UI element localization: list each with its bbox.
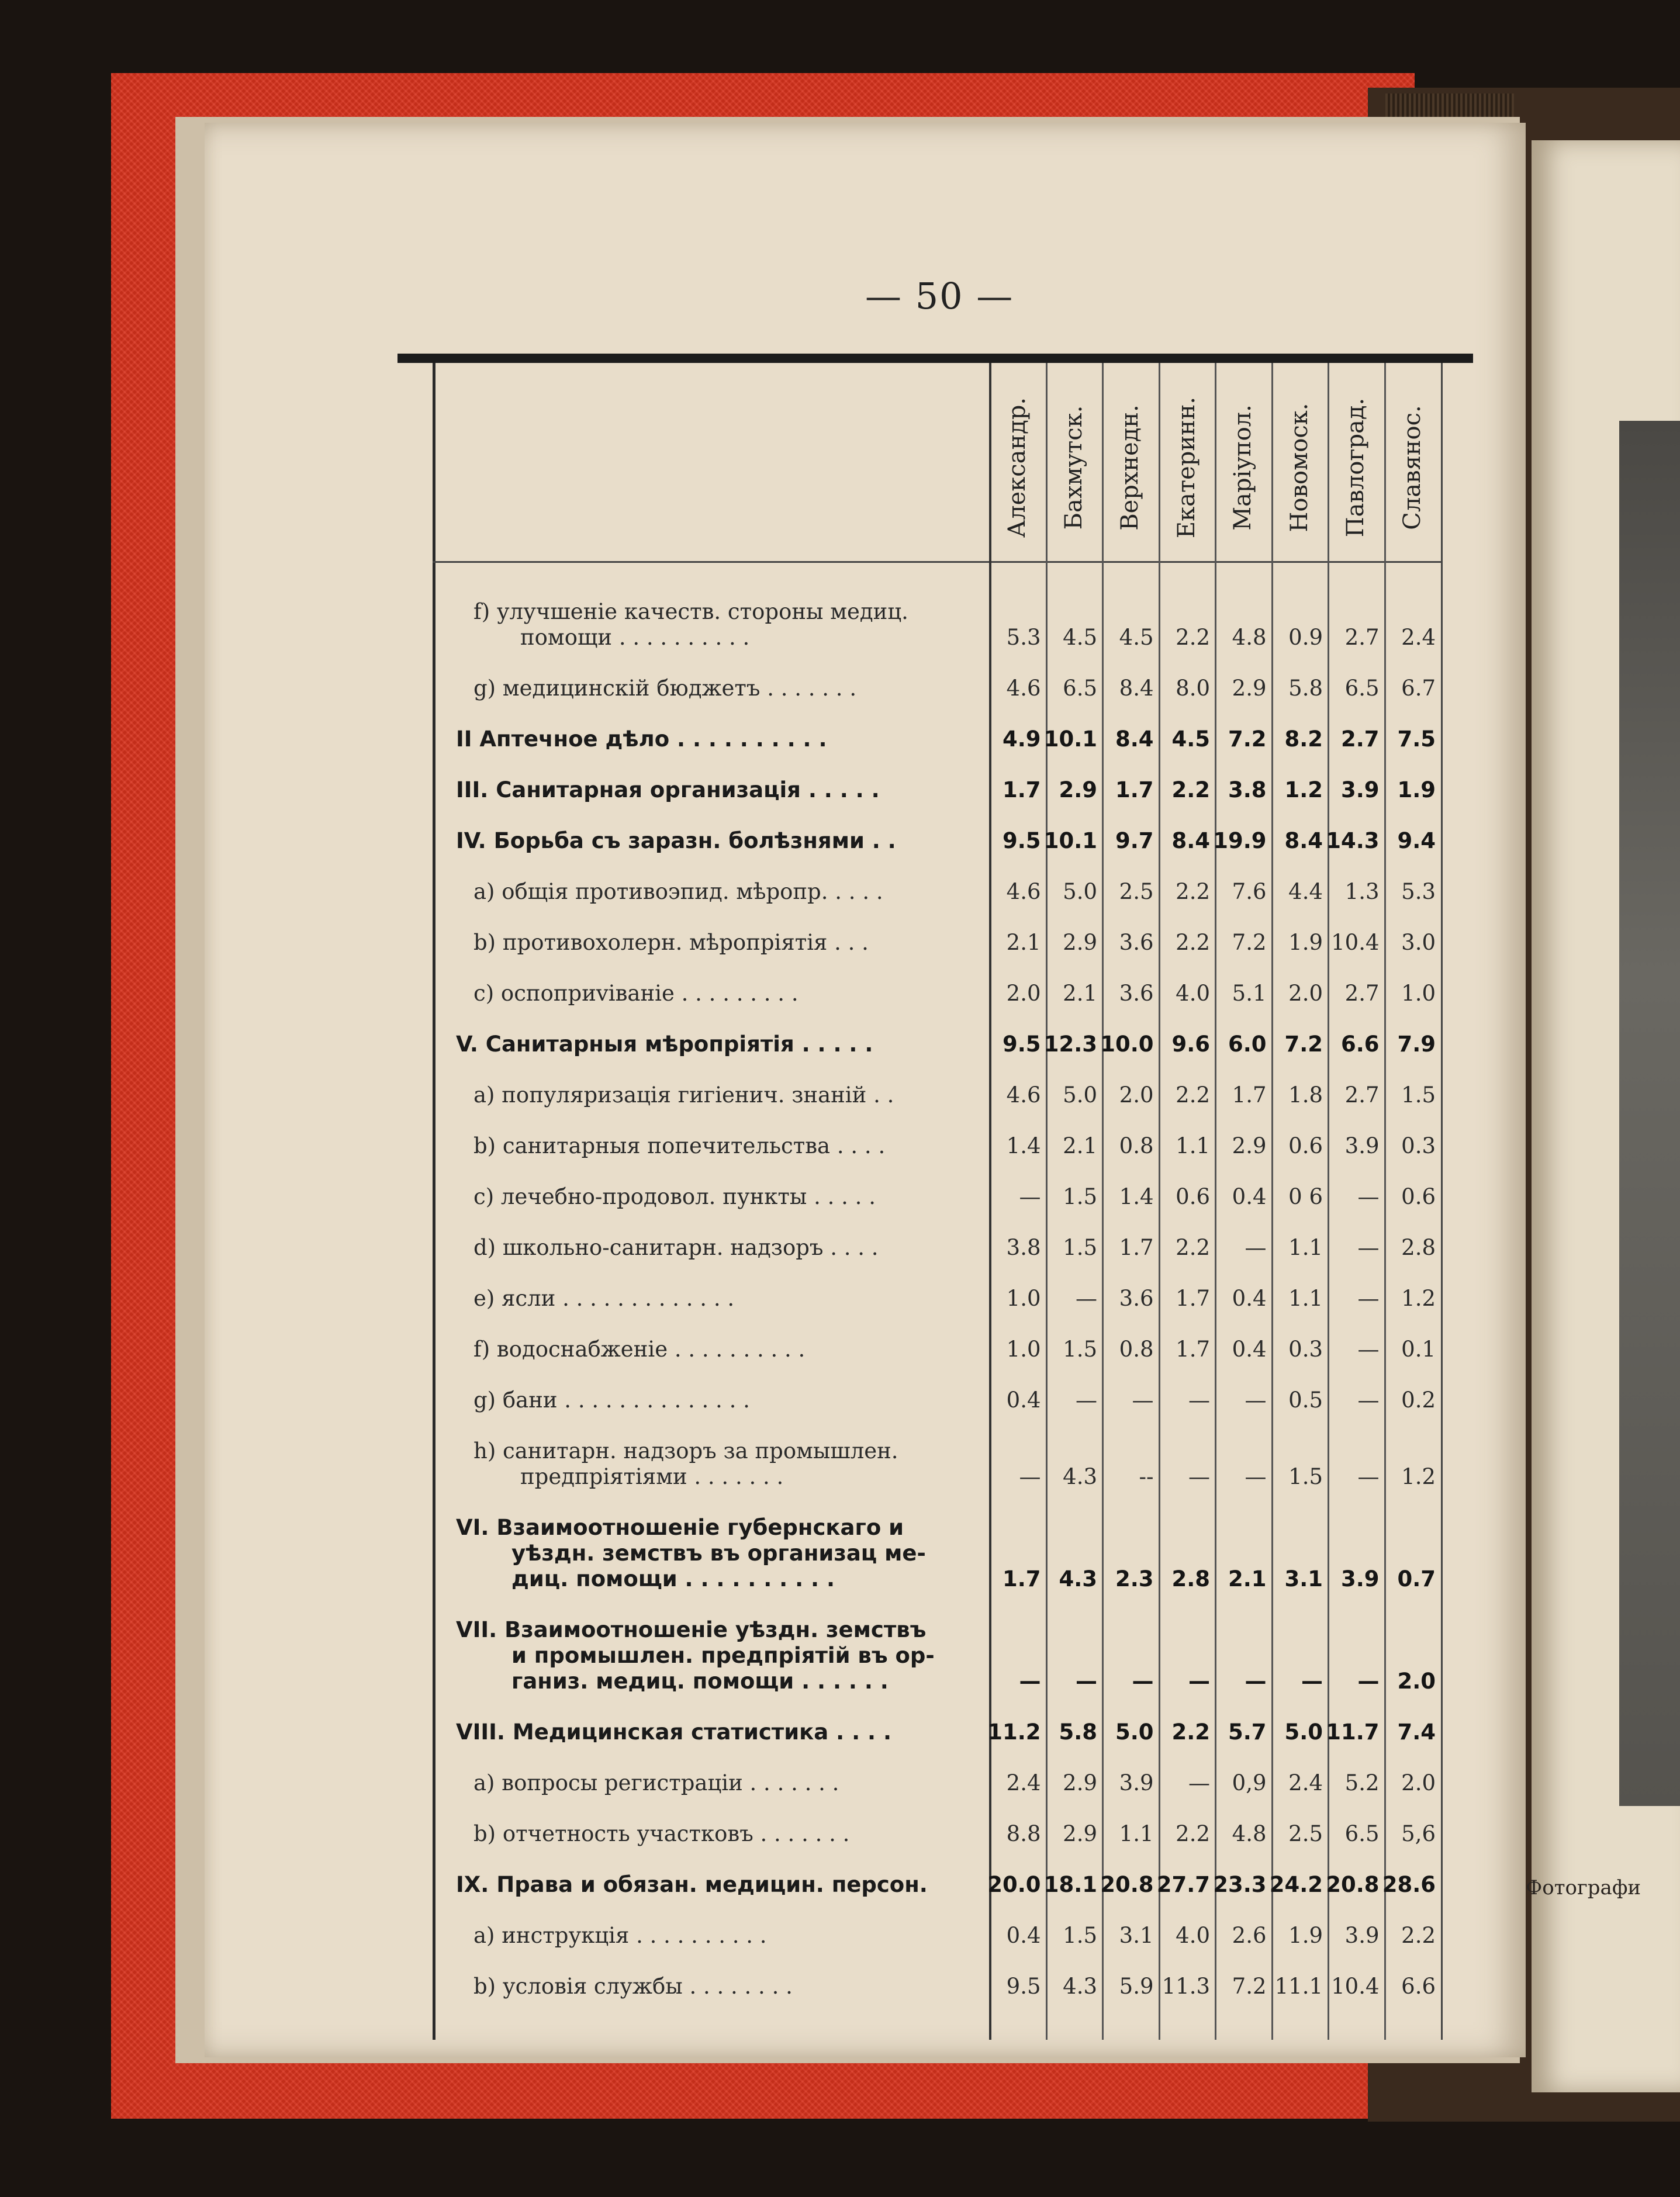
table-cell: 1.5 — [1401, 1082, 1436, 1108]
table-cell: 5.9 — [1119, 1974, 1154, 1999]
row-label-line: ганиз. медиц. помощи . . . . . . — [511, 1669, 889, 1694]
table-cell: 2.4 — [1401, 625, 1436, 650]
table-cell: 3.6 — [1119, 981, 1154, 1006]
row-label — [473, 1286, 734, 1312]
header-rule — [433, 561, 1443, 563]
column-header-label: Верхнедн. — [1116, 404, 1144, 531]
table-cell: 0.4 — [1232, 1286, 1267, 1311]
table-cell: 2.9 — [1059, 777, 1097, 802]
table-cell: 2.0 — [1397, 1669, 1436, 1694]
row-label-line: диц. помощи . . . . . . . . . . — [511, 1566, 835, 1591]
column-header — [1328, 377, 1384, 558]
table-cell: 5.0 — [1063, 1082, 1097, 1108]
facing-page-caption: Фотографи — [1526, 1876, 1641, 1900]
table-right-rule — [1441, 363, 1443, 2040]
table-cell: 4.4 — [1288, 879, 1323, 904]
table-cell: 9.5 — [1006, 1974, 1041, 1999]
table-cell: 3.8 — [1228, 777, 1267, 802]
table-cell: 28.6 — [1382, 1872, 1436, 1897]
table-cell: 0,9 — [1232, 1770, 1267, 1795]
table-cell: — — [1188, 1669, 1210, 1694]
table-cell: 2.0 — [1401, 1770, 1436, 1795]
table-cell: 20.0 — [987, 1872, 1041, 1897]
table-cell: 3.8 — [1006, 1235, 1041, 1260]
table-cell: 5.0 — [1284, 1719, 1323, 1745]
table-cell: 1.7 — [1002, 1566, 1041, 1591]
table-cell: 5.1 — [1232, 981, 1267, 1006]
table-cell: 2.2 — [1176, 1821, 1210, 1846]
row-label — [473, 981, 798, 1006]
table-cell: 2.1 — [1006, 930, 1041, 955]
section-heading — [456, 777, 880, 803]
row-label-line: и промышлен. предпріятій въ ор- — [511, 1643, 935, 1668]
table-cell: 9.5 — [1002, 828, 1041, 853]
table-cell: — — [1357, 1184, 1380, 1209]
row-label-line: VI. Взаимоотношеніе губернскаго и — [456, 1515, 904, 1540]
table-cell: 7.9 — [1397, 1032, 1436, 1057]
table-cell: 3.9 — [1344, 1923, 1380, 1948]
table-cell: 8.4 — [1115, 726, 1154, 752]
table-cell: 19.9 — [1213, 828, 1267, 853]
table-cell: 2.2 — [1401, 1923, 1436, 1948]
table-cell: 0.4 — [1232, 1337, 1267, 1362]
table-cell: 8.0 — [1176, 676, 1210, 701]
row-label-line: e) ясли . . . . . . . . . . . . . — [473, 1286, 735, 1311]
table-cell: 4.8 — [1232, 625, 1267, 650]
table-cell: — — [1019, 1464, 1041, 1489]
row-label-line: VII. Взаимоотношеніе уѣздн. земствъ — [456, 1617, 927, 1642]
row-label-line: VIII. Медицинская статистика . . . . — [456, 1719, 892, 1745]
table-cell: 2.9 — [1232, 676, 1267, 701]
table-cell: — — [1019, 1184, 1041, 1209]
table-cell: 1.7 — [1115, 777, 1154, 802]
table-cell: 4.9 — [1002, 726, 1041, 752]
table-cell: 2.9 — [1063, 930, 1097, 955]
table-cell: 1.1 — [1288, 1235, 1323, 1260]
table-cell: 1.1 — [1288, 1286, 1323, 1311]
row-label — [473, 1974, 793, 1999]
row-label-line: f) водоснабженіе . . . . . . . . . . — [473, 1337, 806, 1362]
table-cell: 5.3 — [1401, 879, 1436, 904]
table-cell: — — [1076, 1669, 1097, 1694]
table-cell: 2.2 — [1176, 930, 1210, 955]
table-cell: 8.4 — [1119, 676, 1154, 701]
table-cell: 0.3 — [1288, 1337, 1323, 1362]
table-cell: 6.6 — [1340, 1032, 1380, 1057]
table-top-rule — [397, 354, 1473, 363]
column-header-label: Екатеринн. — [1173, 396, 1200, 539]
row-label-line: b) санитарныя попечительства . . . . — [473, 1133, 886, 1158]
table-cell: 2.1 — [1228, 1566, 1267, 1591]
table-cell: 7.6 — [1232, 879, 1267, 904]
table-cell: 8.8 — [1006, 1821, 1041, 1846]
table-cell: 10.4 — [1331, 930, 1380, 955]
table-cell: 2.2 — [1176, 625, 1210, 650]
row-label — [473, 1184, 876, 1210]
table-cell: 1.7 — [1002, 777, 1041, 802]
table-cell: 11.7 — [1326, 1719, 1380, 1745]
table-cell: 1.3 — [1344, 879, 1380, 904]
row-label — [473, 1235, 879, 1261]
table-cell: 1.5 — [1063, 1923, 1097, 1948]
table-cell: 7.5 — [1397, 726, 1436, 752]
row-label-line: V. Санитарныя мѣропріятія . . . . . — [456, 1032, 873, 1057]
table-cell: — — [1245, 1464, 1267, 1489]
page-number: — 50 — — [865, 275, 1014, 317]
table-cell: 4.0 — [1176, 1923, 1210, 1948]
row-label-line: h) санитарн. надзоръ за промышлен. — [473, 1438, 898, 1463]
table-cell: 3.6 — [1119, 1286, 1154, 1311]
table-cell: 3.9 — [1340, 777, 1380, 802]
row-label-line: a) вопросы регистраціи . . . . . . . — [473, 1770, 839, 1795]
row-label — [473, 1770, 839, 1796]
column-header-label: Славянос. — [1398, 405, 1426, 530]
table-cell: 11.2 — [987, 1719, 1041, 1745]
table-cell: 0.3 — [1401, 1133, 1436, 1158]
table-cell: 2.4 — [1288, 1770, 1323, 1795]
table-cell: 6.7 — [1401, 676, 1436, 701]
row-label — [473, 1082, 894, 1108]
table-cell: 9.5 — [1002, 1032, 1041, 1057]
table-cell: 7.2 — [1284, 1032, 1323, 1057]
table-cell: 0.6 — [1401, 1184, 1436, 1209]
table-left-rule — [433, 363, 435, 2040]
row-label-line: b) отчетность участковъ . . . . . . . — [473, 1821, 850, 1846]
table-cell: 3.9 — [1344, 1133, 1380, 1158]
table-cell: — — [1301, 1669, 1323, 1694]
row-label — [473, 1438, 898, 1490]
table-cell: 7.2 — [1232, 930, 1267, 955]
table-cell: 10.0 — [1100, 1032, 1154, 1057]
table-cell: 12.3 — [1043, 1032, 1097, 1057]
table-cell: 1.4 — [1119, 1184, 1154, 1209]
table-cell: 4.3 — [1063, 1464, 1097, 1489]
table-cell: 2.0 — [1006, 981, 1041, 1006]
table-cell: 2.3 — [1115, 1566, 1154, 1591]
table-cell: 4.6 — [1006, 879, 1041, 904]
table-cell: 8.4 — [1284, 828, 1323, 853]
table-cell: 1.2 — [1401, 1464, 1436, 1489]
table-cell: 20.8 — [1326, 1872, 1380, 1897]
row-label — [473, 1133, 885, 1159]
column-header-label: Новомоск. — [1285, 403, 1313, 532]
table-cell: 1.0 — [1006, 1337, 1041, 1362]
row-label-line: f) улучшеніе качеств. стороны медиц. — [473, 599, 908, 624]
row-label-line: a) инструкція . . . . . . . . . . — [473, 1923, 767, 1948]
row-label — [473, 1923, 767, 1949]
column-header — [1215, 377, 1271, 558]
table-cell: — — [1132, 1388, 1154, 1413]
table-cell: 2.2 — [1176, 879, 1210, 904]
table-cell: 2.2 — [1171, 777, 1210, 802]
table-cell: — — [1357, 1235, 1380, 1260]
section-heading — [456, 1617, 935, 1694]
section-heading — [456, 1515, 926, 1592]
row-label-line: c) лечебно-продовол. пункты . . . . . — [473, 1184, 876, 1209]
table-cell: 2.7 — [1344, 981, 1380, 1006]
table-cell: 1.1 — [1119, 1821, 1154, 1846]
table-cell: 0.2 — [1401, 1388, 1436, 1413]
table-cell: 0.8 — [1119, 1337, 1154, 1362]
table-cell: 0.9 — [1288, 625, 1323, 650]
table-cell: 1.4 — [1006, 1133, 1041, 1158]
section-heading — [456, 1872, 928, 1898]
column-header — [989, 377, 1046, 558]
row-label-line: b) противохолерн. мѣропріятія . . . — [473, 930, 869, 955]
table-cell: 0.4 — [1006, 1923, 1041, 1948]
table-cell: 1.1 — [1176, 1133, 1210, 1158]
table-cell: 0.4 — [1232, 1184, 1267, 1209]
table-cell: 2.5 — [1119, 879, 1154, 904]
table-cell: 0.8 — [1119, 1133, 1154, 1158]
table-cell: 10.1 — [1043, 828, 1097, 853]
table-cell: 5.8 — [1059, 1719, 1097, 1745]
table-cell: 6.0 — [1228, 1032, 1267, 1057]
row-label — [473, 1388, 750, 1413]
row-label-line: предпріятіями . . . . . . . — [520, 1464, 784, 1489]
table-cell: 2.5 — [1288, 1821, 1323, 1846]
table-cell: 1.9 — [1288, 1923, 1323, 1948]
table-cell: 4.8 — [1232, 1821, 1267, 1846]
row-label-line: g) медицинскій бюджетъ . . . . . . . — [473, 676, 857, 701]
table-cell: 7.2 — [1232, 1974, 1267, 1999]
table-cell: 2.2 — [1176, 1235, 1210, 1260]
table-cell: 6.5 — [1063, 676, 1097, 701]
table-cell: 1.5 — [1063, 1235, 1097, 1260]
table-cell: 3.9 — [1340, 1566, 1380, 1591]
table-cell: 4.5 — [1171, 726, 1210, 752]
column-header-label: Бахмутск. — [1060, 405, 1087, 530]
facing-page-photo — [1619, 421, 1680, 1806]
table-cell: 2.0 — [1119, 1082, 1154, 1108]
row-label-line: II Аптечное дѣло . . . . . . . . . . — [456, 726, 827, 752]
table-cell: 2.7 — [1340, 726, 1380, 752]
row-label-line: g) бани . . . . . . . . . . . . . . — [473, 1388, 750, 1413]
table-cell: 1.7 — [1232, 1082, 1267, 1108]
table-cell: 4.5 — [1063, 625, 1097, 650]
table-cell: 1.7 — [1176, 1337, 1210, 1362]
column-header — [1102, 377, 1159, 558]
row-label-line: уѣздн. земствъ въ организац ме- — [511, 1541, 926, 1566]
table-cell: 4.3 — [1059, 1566, 1097, 1591]
row-label-line: b) условія службы . . . . . . . . — [473, 1974, 793, 1999]
table-cell: 4.6 — [1006, 1082, 1041, 1108]
table-cell: — — [1132, 1669, 1154, 1694]
table-cell: 9.7 — [1115, 828, 1154, 853]
row-label — [473, 676, 856, 701]
table-cell: 2.2 — [1171, 1719, 1210, 1745]
table-cell: 3.1 — [1119, 1923, 1154, 1948]
table-cell: 1.2 — [1401, 1286, 1436, 1311]
row-label-line: a) общія противоэпид. мѣропр. . . . . — [473, 879, 883, 904]
table-cell: 2.8 — [1171, 1566, 1210, 1591]
table-cell: 1.7 — [1119, 1235, 1154, 1260]
table-cell: — — [1245, 1669, 1267, 1694]
table-cell: 5.0 — [1063, 879, 1097, 904]
table-cell: — — [1357, 1388, 1380, 1413]
table-cell: 1.9 — [1288, 930, 1323, 955]
table-cell: 14.3 — [1326, 828, 1380, 853]
table-cell: 8.4 — [1171, 828, 1210, 853]
section-heading — [456, 1719, 891, 1745]
table-cell: 3.6 — [1119, 930, 1154, 955]
row-label — [473, 879, 883, 905]
section-heading — [456, 1032, 873, 1057]
table-cell: 2.7 — [1344, 625, 1380, 650]
table-cell: 5.0 — [1115, 1719, 1154, 1745]
table-cell: 23.3 — [1213, 1872, 1267, 1897]
row-label — [473, 930, 869, 956]
row-label-line: IV. Борьба съ заразн. болѣзнями . . — [456, 828, 896, 853]
table-cell: 6.6 — [1401, 1974, 1436, 1999]
table-cell: 0.5 — [1288, 1388, 1323, 1413]
table-cell: — — [1245, 1235, 1267, 1260]
table-cell: — — [1019, 1669, 1041, 1694]
section-heading — [456, 726, 827, 752]
table-cell: 2.2 — [1176, 1082, 1210, 1108]
table-cell: 0.6 — [1288, 1133, 1323, 1158]
table-cell: 4.6 — [1006, 676, 1041, 701]
table-cell: 4.5 — [1119, 625, 1154, 650]
table-cell: — — [1076, 1388, 1097, 1413]
table-cell: 0.6 — [1176, 1184, 1210, 1209]
table-cell: — — [1357, 1464, 1380, 1489]
table-cell: — — [1357, 1669, 1380, 1694]
table-cell: 1.9 — [1397, 777, 1436, 802]
table-cell: 3.9 — [1119, 1770, 1154, 1795]
row-label — [473, 599, 908, 651]
column-header-label: Павлоград. — [1342, 397, 1370, 538]
table-cell: 6.5 — [1344, 1821, 1380, 1846]
table-cell: 8.2 — [1284, 726, 1323, 752]
table-cell: 3.0 — [1401, 930, 1436, 955]
table-cell: 10.4 — [1331, 1974, 1380, 1999]
table-cell: 1.0 — [1006, 1286, 1041, 1311]
column-header-label: Александр. — [1004, 397, 1031, 538]
table-cell: 5.7 — [1228, 1719, 1267, 1745]
table-cell: 1.7 — [1176, 1286, 1210, 1311]
table-cell: 24.2 — [1269, 1872, 1323, 1897]
row-label-line: d) школьно-санитарн. надзоръ . . . . — [473, 1235, 879, 1260]
table-cell: — — [1076, 1286, 1097, 1311]
column-header — [1384, 377, 1441, 558]
column-header — [1271, 377, 1328, 558]
table-cell: 3.1 — [1284, 1566, 1323, 1591]
table-cell: 9.6 — [1171, 1032, 1210, 1057]
table-cell: — — [1188, 1464, 1210, 1489]
table-cell: 2.6 — [1232, 1923, 1267, 1948]
table-cell: 0.1 — [1401, 1337, 1436, 1362]
table-cell: -- — [1139, 1464, 1154, 1489]
row-label-line: a) популяризація гигіенич. знаній . . — [473, 1082, 894, 1108]
row-label — [473, 1821, 849, 1847]
table-cell: 2.9 — [1063, 1821, 1097, 1846]
table-cell: 2.1 — [1063, 1133, 1097, 1158]
table-cell: 1.2 — [1284, 777, 1323, 802]
column-header — [1046, 377, 1102, 558]
table-cell: 2.9 — [1063, 1770, 1097, 1795]
column-header — [1159, 377, 1215, 558]
table-cell: 1.5 — [1288, 1464, 1323, 1489]
table-cell: 2.9 — [1232, 1133, 1267, 1158]
table-cell: 2.8 — [1401, 1235, 1436, 1260]
section-heading — [456, 828, 896, 854]
table-cell: 2.0 — [1288, 981, 1323, 1006]
statistics-table — [397, 354, 1473, 2040]
table-cell: 5.3 — [1006, 625, 1041, 650]
row-label — [473, 1337, 805, 1362]
table-cell: 9.4 — [1397, 828, 1436, 853]
table-cell: 1.8 — [1288, 1082, 1323, 1108]
table-cell: 1.0 — [1401, 981, 1436, 1006]
table-cell: 18.1 — [1043, 1872, 1097, 1897]
table-cell: 27.7 — [1156, 1872, 1210, 1897]
table-cell: 7.2 — [1228, 726, 1267, 752]
table-cell: 6.5 — [1344, 676, 1380, 701]
table-cell: 20.8 — [1100, 1872, 1154, 1897]
table-cell: — — [1357, 1337, 1380, 1362]
table-cell: — — [1357, 1286, 1380, 1311]
table-cell: 5.2 — [1344, 1770, 1380, 1795]
table-cell: — — [1188, 1388, 1210, 1413]
table-cell: 5.8 — [1288, 676, 1323, 701]
row-label-line: IX. Права и обязан. медицин. персон. — [456, 1872, 928, 1897]
table-cell: 11.3 — [1162, 1974, 1210, 1999]
table-cell: 0.4 — [1006, 1388, 1041, 1413]
table-cell: 4.0 — [1176, 981, 1210, 1006]
table-cell: 7.4 — [1397, 1719, 1436, 1745]
table-cell: 11.1 — [1274, 1974, 1323, 1999]
row-label-line: c) оспоприviваніе . . . . . . . . . — [473, 981, 798, 1006]
table-cell: 4.3 — [1063, 1974, 1097, 1999]
table-cell: 1.5 — [1063, 1184, 1097, 1209]
row-label-line: III. Санитарная организація . . . . . — [456, 777, 880, 802]
table-cell: 0 6 — [1288, 1184, 1323, 1209]
table-cell: 10.1 — [1043, 726, 1097, 752]
column-header-label: Маріупол. — [1229, 404, 1257, 531]
table-cell: — — [1245, 1388, 1267, 1413]
table-cell: — — [1188, 1770, 1210, 1795]
table-cell: 5,6 — [1401, 1821, 1436, 1846]
table-cell: 2.1 — [1063, 981, 1097, 1006]
table-cell: 2.7 — [1344, 1082, 1380, 1108]
row-label-line: помощи . . . . . . . . . . — [520, 625, 750, 650]
table-cell: 0.7 — [1397, 1566, 1436, 1591]
table-cell: 1.5 — [1063, 1337, 1097, 1362]
table-cell: 2.4 — [1006, 1770, 1041, 1795]
